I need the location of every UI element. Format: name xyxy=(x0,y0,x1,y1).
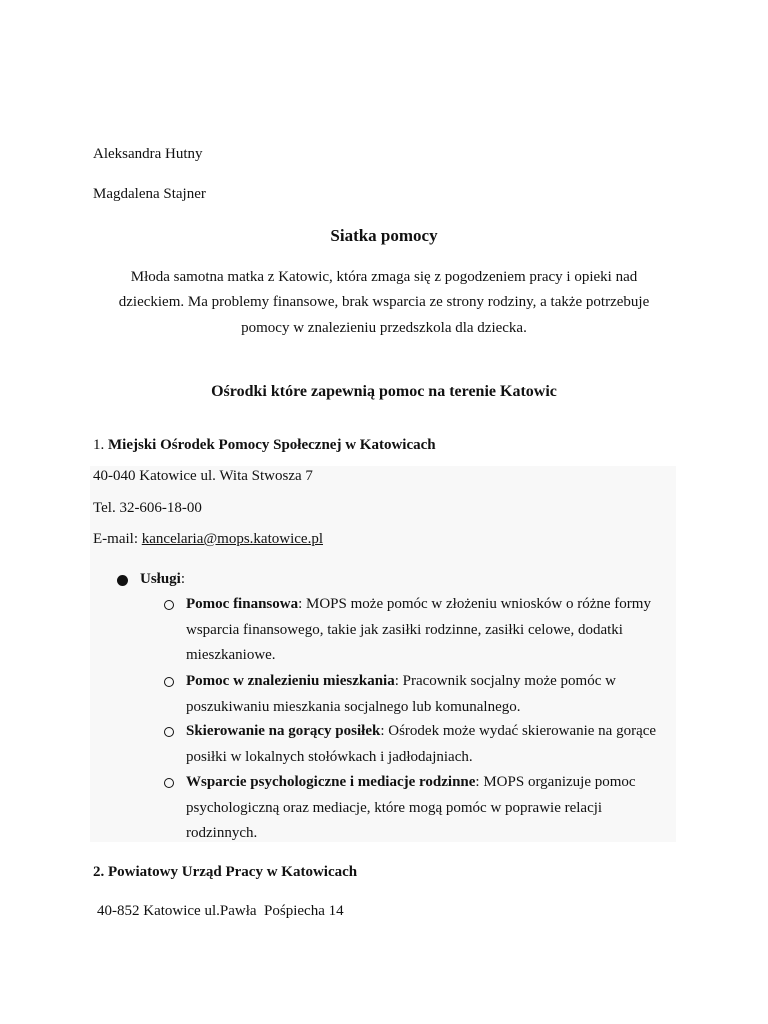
center-1-name: Miejski Ośrodek Pomocy Społecznej w Katowicach xyxy=(108,437,436,453)
center-2-address: 40-852 Katowice ul.Pawła Pośpiecha 14 xyxy=(97,903,344,919)
service-line: Wsparcie psychologiczne i mediacje rodzinne: MOPS organizuje pomoc xyxy=(186,774,636,790)
author-1: Aleksandra Hutny xyxy=(93,146,203,162)
service-item-housing xyxy=(186,669,674,720)
services-bullet-icon xyxy=(117,575,128,586)
circle-bullet-icon xyxy=(164,778,174,788)
email-link[interactable]: kancelaria@mops.katowice.pl xyxy=(141,531,323,547)
service-item-meal xyxy=(186,719,674,770)
circle-bullet-icon xyxy=(164,727,174,737)
service-item-financial xyxy=(186,592,674,669)
service-line: Pomoc w znalezieniu mieszkania: Pracownik socjalny może pomóc w xyxy=(186,673,616,689)
service-name: Pomoc w znalezieniu mieszkania xyxy=(186,673,395,689)
document-title: Siatka pomocy xyxy=(330,226,438,245)
section-heading: Ośrodki które zapewnią pomoc na terenie Katowic xyxy=(211,383,557,400)
center-1-heading xyxy=(93,433,436,459)
center-1-email-line xyxy=(93,527,323,553)
service-line: mieszkaniowe. xyxy=(186,647,276,663)
circle-bullet-icon xyxy=(164,600,174,610)
services-label-line: Usługi: xyxy=(140,571,186,587)
center-1-number: 1. xyxy=(93,437,108,453)
intro-line-1: Młoda samotna matka z Katowic, która zmaga się z pogodzeniem pracy i opieki nad xyxy=(130,269,638,285)
service-line: poszukiwaniu mieszkania socjalnego lub komunalnego. xyxy=(186,698,521,715)
service-name: Skierowanie na gorący posiłek xyxy=(186,723,381,739)
service-line: psychologiczną oraz mediacje, które mogą pomóc w poprawie relacji xyxy=(186,799,603,816)
circle-bullet-icon xyxy=(164,677,174,687)
service-line: Pomoc finansowa: MOPS może pomóc w złożeniu wniosków o różne formy xyxy=(186,596,651,612)
service-line: Skierowanie na gorący posiłek: Ośrodek może wydać skierowanie na gorące xyxy=(186,723,657,739)
service-name: Pomoc finansowa xyxy=(186,596,299,612)
service-line: rodzinnych. xyxy=(186,825,258,841)
center-2-heading: 2. Powiatowy Urząd Pracy w Katowicach xyxy=(93,864,358,880)
center-1-phone: Tel. 32-606-18-00 xyxy=(93,500,202,516)
center-1-address: 40-040 Katowice ul. Wita Stwosza 7 xyxy=(93,468,313,484)
service-line: posiłki w lokalnych stołówkach i jadłodajniach. xyxy=(186,748,473,765)
intro-line-3: pomocy w znalezieniu przedszkola dla dziecka. xyxy=(241,320,527,336)
service-item-psychological xyxy=(186,770,674,847)
service-line: wsparcia finansowego, takie jak zasiłki rodzinne, zasiłki celowe, dodatki xyxy=(186,621,623,638)
service-name: Wsparcie psychologiczne i mediacje rodzinne xyxy=(186,774,476,790)
email-label: E-mail: xyxy=(93,531,142,547)
author-2: Magdalena Stajner xyxy=(93,186,206,202)
intro-line-2: dzieckiem. Ma problemy finansowe, brak wsparcia ze strony rodziny, a także potrzebuje xyxy=(118,294,650,310)
services-label: Usługi xyxy=(140,571,181,587)
